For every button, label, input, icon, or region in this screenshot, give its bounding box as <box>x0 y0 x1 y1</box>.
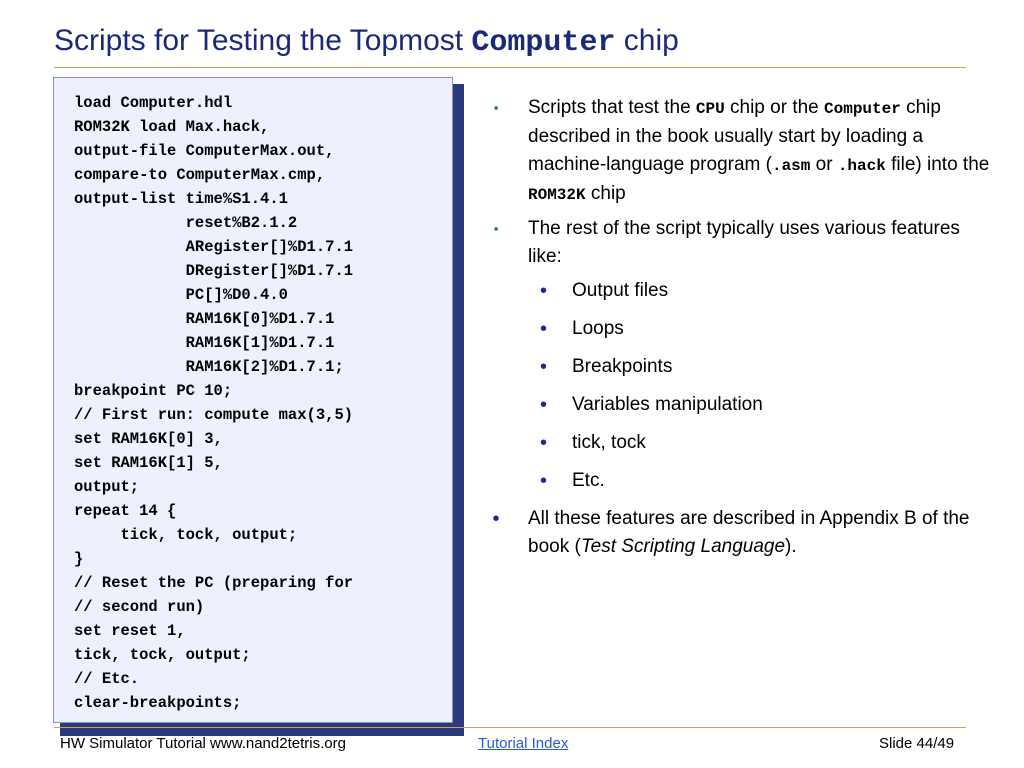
title-suffix: chip <box>615 24 679 57</box>
dot-bullet-icon: • <box>540 356 548 378</box>
code-line: } <box>74 550 84 568</box>
code-line: output; <box>74 478 140 496</box>
code-line: // Reset the PC (preparing for <box>74 574 354 592</box>
code-line: tick, tock, output; <box>74 526 298 544</box>
inline-code: CPU <box>695 100 725 118</box>
inline-code: Computer <box>824 100 901 118</box>
inline-code: .hack <box>837 157 886 175</box>
inline-code: .asm <box>771 157 811 175</box>
code-line: breakpoint PC 10; <box>74 382 233 400</box>
code-line: load Computer.hdl <box>74 94 233 112</box>
title-prefix: Scripts for Testing the Topmost <box>54 24 472 57</box>
code-line: set RAM16K[1] 5, <box>74 454 223 472</box>
code-line: repeat 14 { <box>74 502 177 520</box>
code-line: set RAM16K[0] 3, <box>74 430 223 448</box>
dot-bullet-icon: • <box>540 432 548 454</box>
code-line: DRegister[]%D1.7.1 <box>74 262 354 280</box>
code-box <box>53 77 453 723</box>
slide-number: Slide 44/49 <box>879 735 955 752</box>
footer-course-label: HW Simulator Tutorial www.nand2tetris.org <box>60 735 346 752</box>
code-line: RAM16K[2]%D1.7.1; <box>74 358 344 376</box>
sub-bullet-item: • Breakpoints <box>490 353 990 391</box>
bullet-item: ▪ The rest of the script typically uses various features like: <box>490 215 990 271</box>
square-bullet-icon: ▪ <box>493 100 499 115</box>
script-code <box>74 91 353 715</box>
bullet-item: ▪ Scripts that test the CPU chip or the Computer chip described in the book usually start by loading a machine-language program (.asm or .hack file) into the ROM32K chip <box>490 94 990 209</box>
book-appendix-title: Test Scripting Language <box>580 536 786 557</box>
tutorial-index-link[interactable]: Tutorial Index <box>478 735 569 752</box>
inline-code: ROM32K <box>528 186 586 204</box>
bullet-item: • All these features are described in Appendix B of the book (Test Scripting Language). <box>490 505 990 561</box>
sub-bullet-item: • tick, tock <box>490 429 990 467</box>
sub-bullet-item: • Output files <box>490 277 990 315</box>
dot-bullet-icon: • <box>540 470 548 492</box>
sub-bullet-item: • Variables manipulation <box>490 391 990 429</box>
code-line: RAM16K[1]%D1.7.1 <box>74 334 335 352</box>
title-code: Computer <box>471 26 616 60</box>
code-line: PC[]%D0.4.0 <box>74 286 288 304</box>
sub-bullet-item: • Loops <box>490 315 990 353</box>
code-line: RAM16K[0]%D1.7.1 <box>74 310 335 328</box>
square-bullet-icon: ▪ <box>493 221 499 236</box>
code-line: output-list time%S1.4.1 <box>74 190 288 208</box>
title-divider <box>54 67 966 68</box>
dot-bullet-icon: • <box>540 394 548 416</box>
code-line: // First run: compute max(3,5) <box>74 406 354 424</box>
dot-bullet-icon: • <box>540 280 548 302</box>
code-line: clear-breakpoints; <box>74 694 242 712</box>
dot-bullet-icon: • <box>540 318 548 340</box>
code-line: set reset 1, <box>74 622 186 640</box>
code-line: reset%B2.1.2 <box>74 214 298 232</box>
slide-title <box>54 24 679 60</box>
code-line: compare-to ComputerMax.cmp, <box>74 166 326 184</box>
code-line: output-file ComputerMax.out, <box>74 142 335 160</box>
code-line: tick, tock, output; <box>74 646 251 664</box>
bullet-list <box>490 94 990 567</box>
sub-bullet-item: • Etc. <box>490 467 990 505</box>
code-line: // second run) <box>74 598 205 616</box>
dot-bullet-icon: • <box>492 508 500 530</box>
code-line: ROM32K load Max.hack, <box>74 118 270 136</box>
code-line: // Etc. <box>74 670 140 688</box>
footer-divider <box>54 727 966 728</box>
code-line: ARegister[]%D1.7.1 <box>74 238 354 256</box>
